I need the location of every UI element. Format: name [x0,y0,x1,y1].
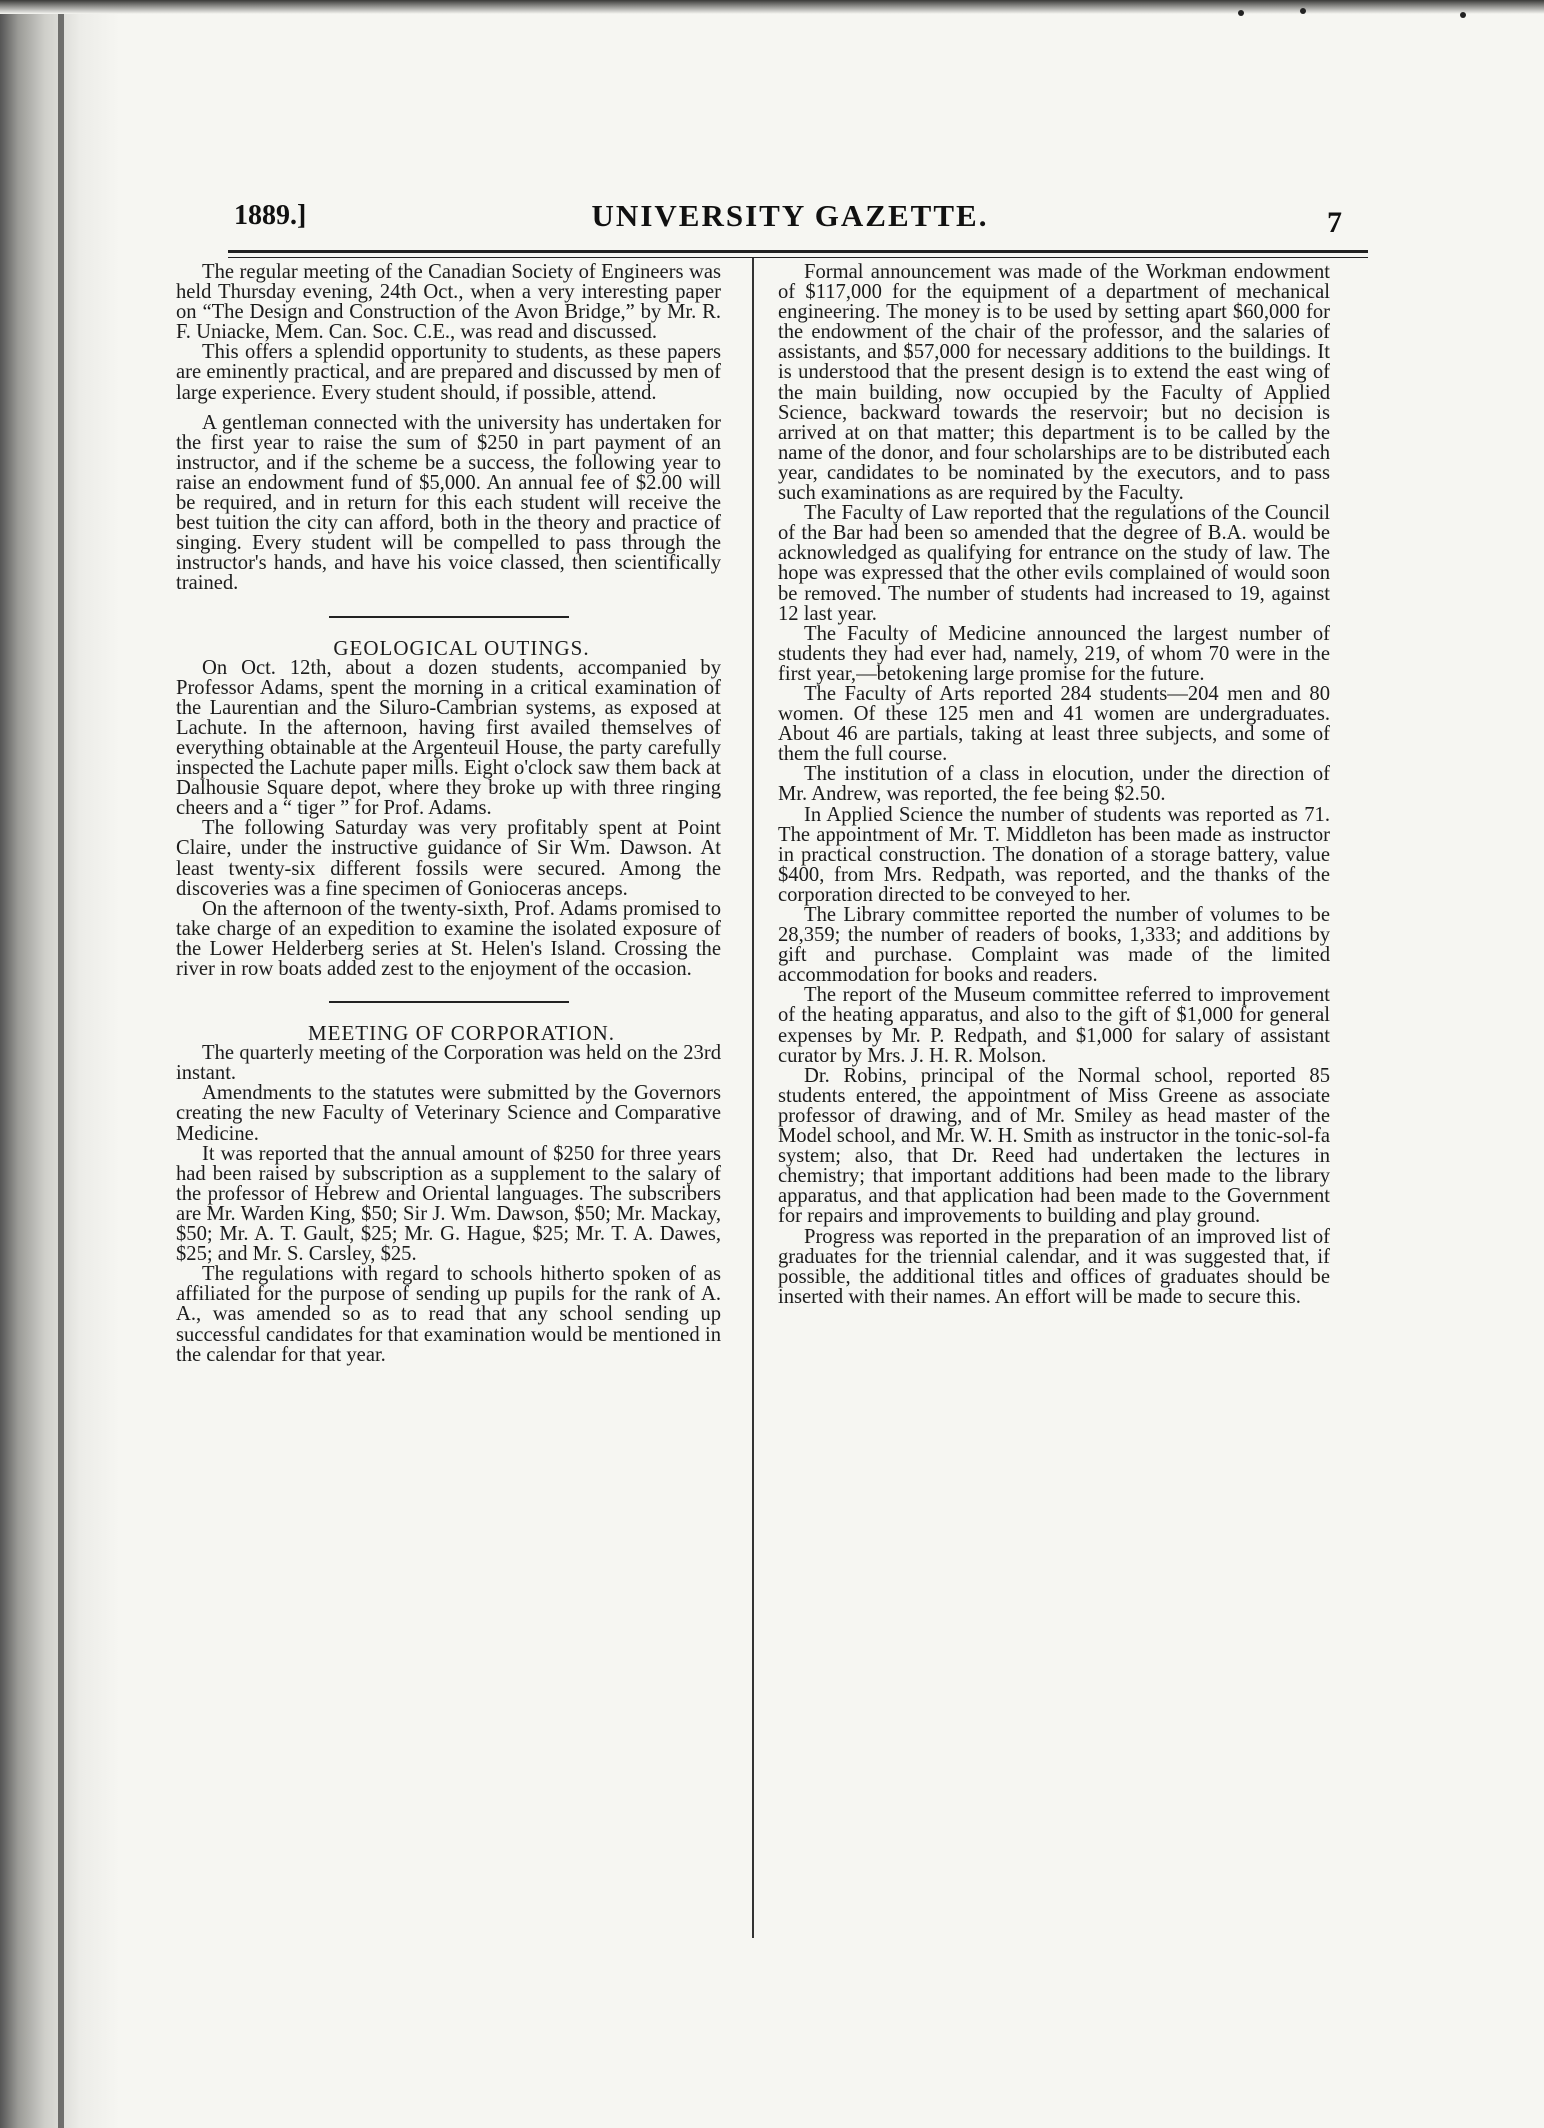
paragraph-geo-point-claire: The following Saturday was very profitably spent at Point Claire, under the instructive guidance of Sir Wm. Dawson. At least twenty-six different fossils were secured. Among the discoveries was a fine specimen of Gonioceras anceps. [176,817,721,900]
paragraph-applied-science: In Applied Science the number of students was reported as 71. The appointment of Mr. T. Middleton has been made as instructor in practical construction. The donation of a storage battery, value $400, from Mrs. Redpath, was reported, and the thanks of the corporation directed to be conveyed to her. [778,803,1330,906]
paragraph-elocution: The institution of a class in elocution, under the direction of Mr. Andrew, was reported, the fee being $2.50. [778,763,1330,806]
heading-meeting-of-corporation: MEETING OF CORPORATION. [307,1021,616,1046]
header-rule [228,250,1368,258]
paragraph-graduates-list: Progress was reported in the preparation of an improved list of graduates for the triennial calendar, and it was suggested that, if possible, the additional titles and offices of graduates should be inserted with their names. An effort will be made to secure this. [778,1225,1330,1308]
paragraph-opportunity: This offers a splendid opportunity to students, as these papers are eminently practical, and are prepared and discussed by men of large experience. Every student should, if possible, attend. [176,341,721,404]
right-column [778,262,1330,1307]
column-divider [752,258,754,1938]
section-rule [329,616,569,618]
binding-edge [58,0,64,2128]
scan-speck [1460,12,1466,18]
left-column [176,262,721,1365]
running-header [230,196,1350,248]
paragraph-library: The Library committee reported the number of volumes to be 28,359; the number of readers of books, 1,333; and additions by gift and purchase. Complaint was made of the limited accommodation for books and readers. [778,904,1330,987]
paragraph-museum: The report of the Museum committee referred to improvement of the heating apparatus, and also to the gift of $1,000 for general expenses by Mr. P. Redpath, and $1,000 for salary of assistant curator by Mrs. J. H. R. Molson. [778,984,1330,1067]
paragraph-corp-amendments: Amendments to the statutes were submitted by the Governors creating the new Faculty of Veterinary Science and Comparative Medicine. [176,1082,721,1145]
header-title: UNIVERSITY GAZETTE. [591,198,989,233]
scan-speck [1300,8,1306,14]
paragraph-normal-school: Dr. Robins, principal of the Normal school, reported 85 students entered, the appointment of Miss Greene as associate professor of drawing, and of Mr. Smiley as head master of the Model school, and Mr. W. H. Smith as instructor in the tonic-sol-fa system; also, that Dr. Reed had undertaken the lectures in chemistry; that important additions had been made to the library apparatus, and that application had been made to the Government for repairs and improvements to building and play ground. [778,1064,1330,1228]
header-year: 1889.] [234,200,307,231]
heading-geological-outings: GEOLOGICAL OUTINGS. [333,635,590,660]
page-number: 7 [1327,206,1342,239]
top-edge-shadow [0,0,1544,14]
paragraph-faculty-law: The Faculty of Law reported that the regulations of the Council of the Bar had been so amended that the degree of B.A. would be acknowledged as qualifying for entrance on the study of law. The hope was expressed that the other evils complained of would soon be removed. The number of students had increased to 19, against 12 last year. [778,502,1330,625]
scan-speck [1238,10,1244,16]
paragraph-faculty-arts: The Faculty of Arts reported 284 students—204 men and 80 women. Of these 125 men and 41 women are undergraduates. About 46 are partials, taking at least three subjects, and some of them the full course. [778,682,1330,766]
section-rule [329,1001,569,1003]
paragraph-engineers-meeting: The regular meeting of the Canadian Society of Engineers was held Thursday evening, 24th Oct., when a very interesting paper on “The Design and Construction of the Avon Bridge,” by Mr. R. F. Uniacke, Mem. Can. Soc. C.E., was read and discussed. [176,261,721,344]
paragraph-corp-regulations: The regulations with regard to schools hitherto spoken of as affiliated for the purpose of sending up pupils for the rank of A. A., was amended so as to read that any school sending up successful candidates for that examination would be mentioned in the calendar for that year. [176,1263,721,1366]
paragraph-geo-st-helens: On the afternoon of the twenty-sixth, Prof. Adams promised to take charge of an expedition to examine the isolated exposure of the Lower Helderberg series at St. Helen's Island. Crossing the river in row boats added zest to the enjoyment of the occasion. [176,897,721,980]
paragraph-workman-endowment: Formal announcement was made of the Workman endowment of $117,000 for the equipment of a department of mechanical engineering. The money is to be used by setting apart $60,000 for the endowment of the chair of the professor, and the salaries of assistants, and $57,000 for necessary additions to the buildings. It is understood that the present design is to extend the east wing of the main building, now occupied by the Faculty of Applied Science, backward towards the reservoir; but no decision is arrived at on that matter; this department is to be called by the name of the donor, and four scholarships are to be distributed each year, candidates to be nominated by the executors, and to pass such examinations as are required by the Faculty. [778,261,1330,505]
paragraph-corp-quarterly: The quarterly meeting of the Corporation was held on the 23rd instant. [176,1042,721,1085]
paragraph-corp-hebrew: It was reported that the annual amount of $250 for three years had been raised by subscription as a supplement to the salary of the professor of Hebrew and Oriental languages. The subscribers are Mr. Warden King, $50; Sir J. Wm. Dawson, $50; Mr. Mackay, $50; Mr. A. T. Gault, $25; Mr. G. Hague, $25; Mr. T. A. Dawes, $25; and Mr. S. Carsley, $25. [176,1142,721,1266]
paragraph-geo-lachute: On Oct. 12th, about a dozen students, accompanied by Professor Adams, spent the morning in a critical examination of the Laurentian and the Siluro-Cambrian systems, as exposed at Lachute. In the afternoon, having first availed themselves of everything obtainable at the Argenteuil House, the party carefully inspected the Lachute paper mills. Eight o'clock saw them back at Dalhousie Square depot, where they broke up with three ringing cheers and a “ tiger ” for Prof. Adams. [176,656,721,820]
paragraph-faculty-medicine: The Faculty of Medicine announced the largest number of students they had ever had, namely, 219, of whom 70 were in the first year,—betokening large promise for the future. [778,622,1330,685]
paragraph-singing-instructor: A gentleman connected with the university has undertaken for the first year to raise the sum of $250 in part payment of an instructor, and if the scheme be a success, the following year to raise an endowment fund of $5,000. An annual fee of $2.00 will be required, and in return for this each student will receive the best tuition the city can afford, both in the theory and practice of singing. Every student will be compelled to pass through the instructor's hands, and have his voice classed, then scientifically trained. [176,411,721,595]
